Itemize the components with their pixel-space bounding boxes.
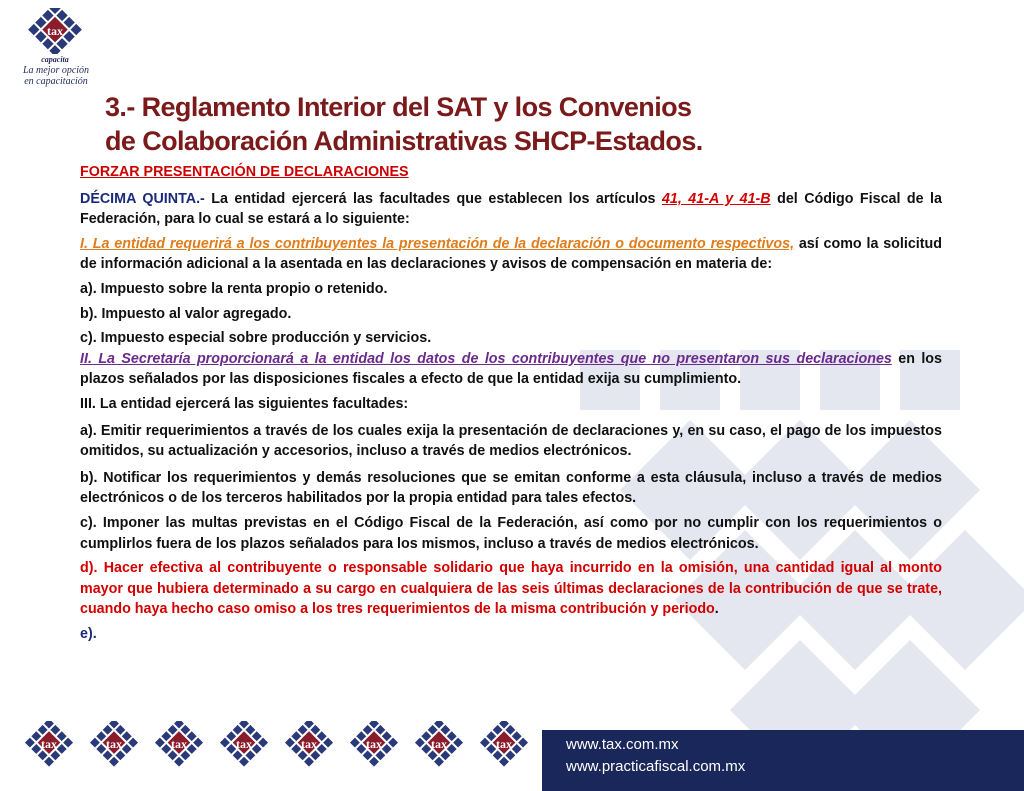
footer-tax-logo-icon	[20, 721, 78, 767]
footer-link-tax[interactable]: www.tax.com.mx	[566, 736, 679, 753]
footer-tax-logo-icon	[150, 721, 208, 767]
item-II-rest: en los plazos señalados por las disposiciones fiscales a efecto de que la entidad exija su cumplimiento.	[80, 350, 942, 388]
item-II-highlight: II. La Secretaría proporcionará a la entidad los datos de los contribuyentes que no presentaron sus declaraciones	[80, 350, 892, 367]
logo-slogan	[16, 65, 96, 87]
footer-logo-text: tax	[236, 737, 252, 751]
logo-slogan-line1: La mejor opción	[22, 65, 90, 76]
logo-tagline-small: capacita	[41, 55, 69, 64]
title-line-2: de Colaboración Administrativas SHCP-Estados.	[105, 126, 703, 156]
footer-tax-logo-icon	[280, 721, 338, 767]
power-item: a). Emitir requerimientos a través de los cuales exija la presentación de declaraciones y, en su caso, el pago de los impuestos omitidos, su actualización y accesorios, incluso a través de medios electrónicos.	[80, 422, 942, 460]
page-title	[105, 90, 1005, 158]
footer-tax-logo-icon	[410, 721, 468, 767]
power-d-text: d). Hacer efectiva al contribuyente o responsable solidario que haya incurrido en la omisión, una cantidad igual al monto mayor que hubiera determinado a su cargo en cualquiera de las seis últimas declaraciones de la contribución de que se trate, cuando haya hecho caso omiso a los tres requerimientos de la misma contribución y periodo	[80, 560, 942, 618]
clause-text-2: del Código Fiscal de la Federación, para lo cual se estará a lo siguiente:	[80, 190, 942, 228]
articles-reference: 41, 41-A y 41-B	[661, 190, 771, 207]
clause-lead: DÉCIMA QUINTA.-	[80, 190, 205, 207]
footer-logo-strip	[20, 721, 533, 769]
footer-tax-logo-icon	[215, 721, 273, 767]
clause-text-1: La entidad ejercerá las facultades que establecen los artículos	[204, 190, 662, 207]
tax-item: c). Impuesto especial sobre producción y servicios.	[80, 330, 432, 347]
clause-intro	[80, 189, 942, 230]
logo-slogan-line2: en capacitación	[24, 76, 88, 87]
tax-item: a). Impuesto sobre la renta propio o retenido.	[80, 280, 388, 297]
item-III: III. La entidad ejercerá las siguientes facultades:	[80, 395, 409, 412]
logo-brand-text: tax	[47, 24, 63, 38]
power-item-d	[80, 558, 942, 620]
power-item: b). Notificar los requerimientos y demás resoluciones que se emitan conforme a esta cláusula, incluso a través de medios electrónicos o de los terceros habilitados por la propia entidad para tales efectos.	[80, 469, 942, 507]
item-I	[80, 234, 942, 275]
footer-link-practicafiscal[interactable]: www.practicafiscal.com.mx	[566, 758, 746, 775]
company-logo	[18, 8, 88, 90]
footer-logo-text: tax	[171, 737, 187, 751]
title-line-1: 3.- Reglamento Interior del SAT y los Convenios	[105, 92, 692, 122]
section-heading: FORZAR PRESENTACIÓN DE DECLARACIONES	[80, 164, 409, 180]
footer-logo-text: tax	[431, 737, 447, 751]
power-item: c). Imponer las multas previstas en el Código Fiscal de la Federación, así como por no cumplir con los requerimientos o cumplirlos fuera de los plazos señalados para los mismos, incluso a través de medios electrónicos.	[80, 514, 942, 552]
footer-tax-logo-icon	[475, 721, 533, 767]
power-item-e: e).	[80, 625, 97, 642]
item-II	[80, 349, 942, 390]
footer-logo-text: tax	[366, 737, 382, 751]
item-I-rest: así como la solicitud de información adicional a la asentada en las declaraciones y avisos de compensación en materia de:	[80, 235, 942, 273]
footer-logo-text: tax	[301, 737, 317, 751]
tax-diamond-icon	[27, 8, 83, 54]
footer-tax-logo-icon	[85, 721, 143, 767]
footer-logo-text: tax	[106, 737, 122, 751]
tax-item: b). Impuesto al valor agregado.	[80, 305, 292, 322]
footer-tax-logo-icon	[345, 721, 403, 767]
item-I-highlight: I. La entidad requerirá a los contribuyentes la presentación de la declaración o documento respectivos,	[80, 235, 795, 252]
footer-logo-text: tax	[496, 737, 512, 751]
footer-logo-text: tax	[41, 737, 57, 751]
power-d-end: .	[714, 601, 719, 618]
clause-body	[80, 162, 942, 644]
